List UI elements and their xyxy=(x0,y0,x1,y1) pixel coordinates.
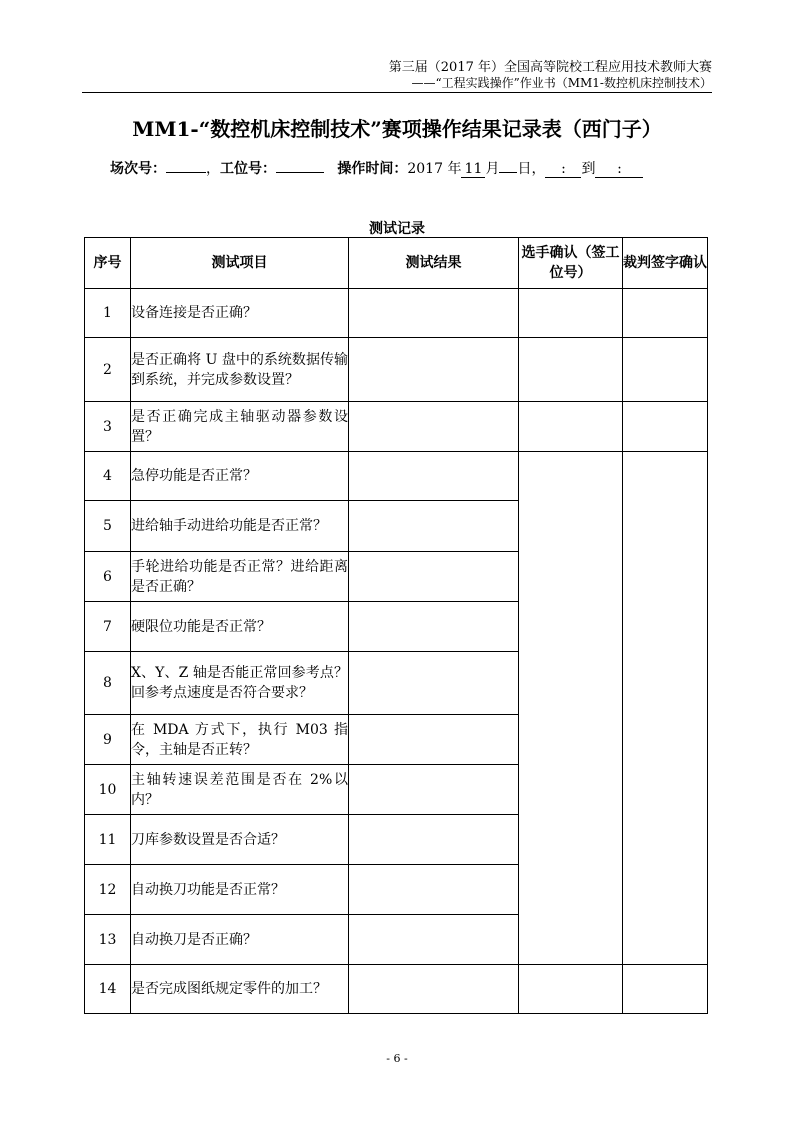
row-number: 7 xyxy=(85,602,131,652)
result-cell[interactable] xyxy=(349,652,519,715)
header-cell-contestant: 选手确认（签工位号） xyxy=(519,238,623,289)
row-number: 9 xyxy=(85,715,131,765)
judge-sign-cell[interactable] xyxy=(623,289,708,338)
result-cell[interactable] xyxy=(349,452,519,501)
info-comma: ， xyxy=(206,161,220,177)
result-cell[interactable] xyxy=(349,402,519,452)
result-cell[interactable] xyxy=(349,915,519,965)
session-info-line xyxy=(110,156,643,178)
judge-sign-cell[interactable] xyxy=(623,965,708,1014)
contestant-confirm-cell[interactable] xyxy=(519,289,623,338)
judge-sign-merged-cell[interactable] xyxy=(623,452,708,965)
header-cell-judge: 裁判签字确认 xyxy=(623,238,708,289)
table-row xyxy=(85,338,708,402)
result-cell[interactable] xyxy=(349,715,519,765)
session-number-field[interactable] xyxy=(166,156,206,173)
test-record-table xyxy=(84,237,708,1014)
test-item: 自动换刀是否正确？ xyxy=(131,915,349,965)
station-number-field[interactable] xyxy=(276,156,324,173)
test-item: 是否正确完成主轴驱动器参数设置？ xyxy=(131,402,349,452)
judge-sign-cell[interactable] xyxy=(623,338,708,402)
contestant-confirm-cell[interactable] xyxy=(519,402,623,452)
month-unit: 月 xyxy=(485,161,500,177)
header-divider xyxy=(82,92,712,93)
result-cell[interactable] xyxy=(349,501,519,552)
contestant-confirm-cell[interactable] xyxy=(519,338,623,402)
test-item: 进给轴手动进给功能是否正常？ xyxy=(131,501,349,552)
test-item: 急停功能是否正常？ xyxy=(131,452,349,501)
row-number: 8 xyxy=(85,652,131,715)
day-unit: 日， xyxy=(517,161,546,177)
judge-sign-cell[interactable] xyxy=(623,402,708,452)
header-cell-item: 测试项目 xyxy=(131,238,349,289)
row-number: 6 xyxy=(85,552,131,602)
station-label: 工位号： xyxy=(220,161,276,177)
month-field[interactable]: 11 xyxy=(461,161,485,178)
result-cell[interactable] xyxy=(349,815,519,865)
section-title: 测试记录 xyxy=(369,221,425,237)
to-text: 到 xyxy=(581,161,596,177)
test-item: 设备连接是否正确？ xyxy=(131,289,349,338)
row-number: 4 xyxy=(85,452,131,501)
row-number: 2 xyxy=(85,338,131,402)
table-row xyxy=(85,402,708,452)
session-label: 场次号： xyxy=(110,161,166,177)
operation-time-label: 操作时间： xyxy=(337,161,408,177)
result-cell[interactable] xyxy=(349,289,519,338)
table-row xyxy=(85,452,708,501)
result-cell[interactable] xyxy=(349,765,519,815)
row-number: 5 xyxy=(85,501,131,552)
test-item: 是否正确将 U 盘中的系统数据传输到系统，并完成参数设置？ xyxy=(131,338,349,402)
header-cell-no: 序号 xyxy=(85,238,131,289)
header-cell-result: 测试结果 xyxy=(349,238,519,289)
row-number: 13 xyxy=(85,915,131,965)
result-cell[interactable] xyxy=(349,865,519,915)
table-header-row xyxy=(85,238,708,289)
contestant-confirm-merged-cell[interactable] xyxy=(519,452,623,965)
result-cell[interactable] xyxy=(349,338,519,402)
row-number: 12 xyxy=(85,865,131,915)
end-time-field[interactable]: : xyxy=(595,161,643,178)
test-item: 手轮进给功能是否正常？进给距离是否正确？ xyxy=(131,552,349,602)
row-number: 1 xyxy=(85,289,131,338)
page-number: - 6 - xyxy=(386,1052,408,1065)
day-field[interactable] xyxy=(499,156,517,173)
start-time-field[interactable]: : xyxy=(545,161,581,178)
test-item: X、Y、Z 轴是否能正常回参考点？回参考点速度是否符合要求？ xyxy=(131,652,349,715)
test-item: 自动换刀功能是否正常？ xyxy=(131,865,349,915)
row-number: 10 xyxy=(85,765,131,815)
header-competition-title: 第三届（2017 年）全国高等院校工程应用技术教师大赛 xyxy=(388,60,712,75)
row-number: 3 xyxy=(85,402,131,452)
test-item: 刀库参数设置是否合适？ xyxy=(131,815,349,865)
result-cell[interactable] xyxy=(349,552,519,602)
contestant-confirm-cell[interactable] xyxy=(519,965,623,1014)
result-cell[interactable] xyxy=(349,965,519,1014)
test-item: 主轴转速误差范围是否在 2%以内？ xyxy=(131,765,349,815)
table-row xyxy=(85,289,708,338)
year-text: 2017 年 xyxy=(407,161,462,177)
result-cell[interactable] xyxy=(349,602,519,652)
row-number: 14 xyxy=(85,965,131,1014)
header-document-subtitle: ——“工程实践操作”作业书（MM1-数控机床控制技术） xyxy=(411,76,712,90)
test-item: 是否完成图纸规定零件的加工？ xyxy=(131,965,349,1014)
page-title: MM1-“数控机床控制技术”赛项操作结果记录表（西门子） xyxy=(132,117,662,141)
test-item: 硬限位功能是否正常？ xyxy=(131,602,349,652)
row-number: 11 xyxy=(85,815,131,865)
table-row xyxy=(85,965,708,1014)
test-item: 在 MDA 方式下，执行 M03 指令，主轴是否正转？ xyxy=(131,715,349,765)
